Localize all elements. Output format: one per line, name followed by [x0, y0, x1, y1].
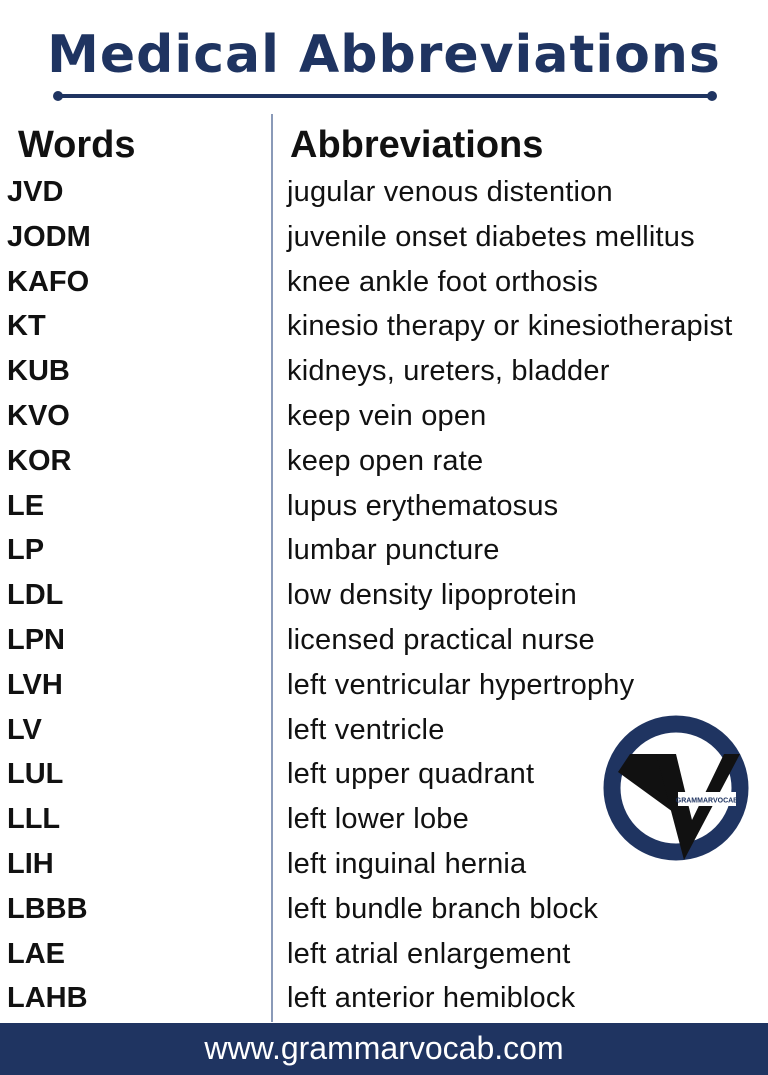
abbreviation-term: LLL: [7, 803, 61, 836]
abbreviation-meaning: kidneys, ureters, bladder: [287, 355, 610, 388]
footer-bar: [0, 1023, 768, 1075]
abbreviation-meaning: left ventricular hypertrophy: [287, 668, 635, 701]
list-item: [0, 304, 768, 349]
abbreviation-meaning: knee ankle foot orthosis: [287, 265, 599, 298]
underline-left-dot: [53, 91, 63, 101]
abbreviation-meaning: left atrial enlargement: [287, 937, 571, 970]
abbreviation-term: LAHB: [7, 982, 88, 1015]
abbreviation-meaning: licensed practical nurse: [287, 623, 595, 656]
underline-right-dot: [707, 91, 717, 101]
footer-url[interactable]: www.grammarvocab.com: [204, 1030, 564, 1066]
abbreviation-term: KUB: [7, 355, 70, 388]
list-item: [0, 887, 768, 932]
page-title: Medical Abbreviations: [47, 25, 721, 85]
abbreviation-meaning: jugular venous distention: [287, 176, 613, 208]
list-item: [0, 932, 768, 977]
abbreviation-term: LE: [7, 489, 45, 522]
abbreviation-meaning: keep vein open: [287, 399, 487, 432]
abbreviation-meaning: juvenile onset diabetes mellitus: [287, 220, 695, 253]
abbreviation-term: LUL: [7, 758, 64, 791]
abbreviation-meaning: keep open rate: [287, 444, 484, 477]
abbreviation-meaning: low density lipoprotein: [287, 579, 577, 612]
abbreviation-meaning: left upper quadrant: [287, 758, 535, 791]
abbreviation-term: KT: [7, 310, 46, 343]
abbreviation-list: [0, 170, 768, 1021]
list-item: [0, 528, 768, 573]
list-item: [0, 394, 768, 439]
column-header-abbreviations: Abbreviations: [290, 124, 544, 166]
column-header-words: Words: [18, 124, 136, 166]
abbreviation-meaning: left inguinal hernia: [287, 847, 527, 880]
abbreviation-term: LIH: [7, 847, 54, 880]
abbreviation-term: LVH: [7, 668, 63, 701]
list-item: [0, 349, 768, 394]
title-underline: [58, 94, 712, 98]
abbreviation-term: LPN: [7, 623, 65, 656]
abbreviation-term: JODM: [7, 220, 91, 253]
list-item: [0, 215, 768, 260]
abbreviation-term: KAFO: [7, 265, 90, 298]
grammarvocab-logo: [600, 712, 752, 864]
abbreviation-meaning: left bundle branch block: [287, 892, 599, 925]
list-item: [0, 618, 768, 663]
abbreviation-meaning: kinesio therapy or kinesiotherapist: [287, 310, 733, 343]
abbreviation-term: LAE: [7, 937, 65, 970]
abbreviation-meaning: left lower lobe: [287, 803, 469, 836]
abbreviation-term: JVD: [7, 176, 64, 208]
list-item: [0, 573, 768, 618]
abbreviation-meaning: lumbar puncture: [287, 534, 500, 567]
list-item: [0, 170, 768, 215]
abbreviation-term: KVO: [7, 399, 70, 432]
abbreviation-term: LBBB: [7, 892, 88, 925]
abbreviation-meaning: left ventricle: [287, 713, 445, 746]
list-item: [0, 484, 768, 529]
abbreviation-term: LP: [7, 534, 45, 567]
abbreviation-term: LDL: [7, 579, 64, 612]
list-item: [0, 663, 768, 708]
abbreviation-meaning: lupus erythematosus: [287, 489, 559, 522]
abbreviation-term: KOR: [7, 444, 72, 477]
list-item: [0, 439, 768, 484]
abbreviation-meaning: left anterior hemiblock: [287, 982, 576, 1015]
abbreviation-term: LV: [7, 713, 42, 746]
list-item: [0, 260, 768, 305]
list-item: [0, 976, 768, 1021]
logo-wordmark: GRAMMARVOCAB: [675, 797, 739, 805]
